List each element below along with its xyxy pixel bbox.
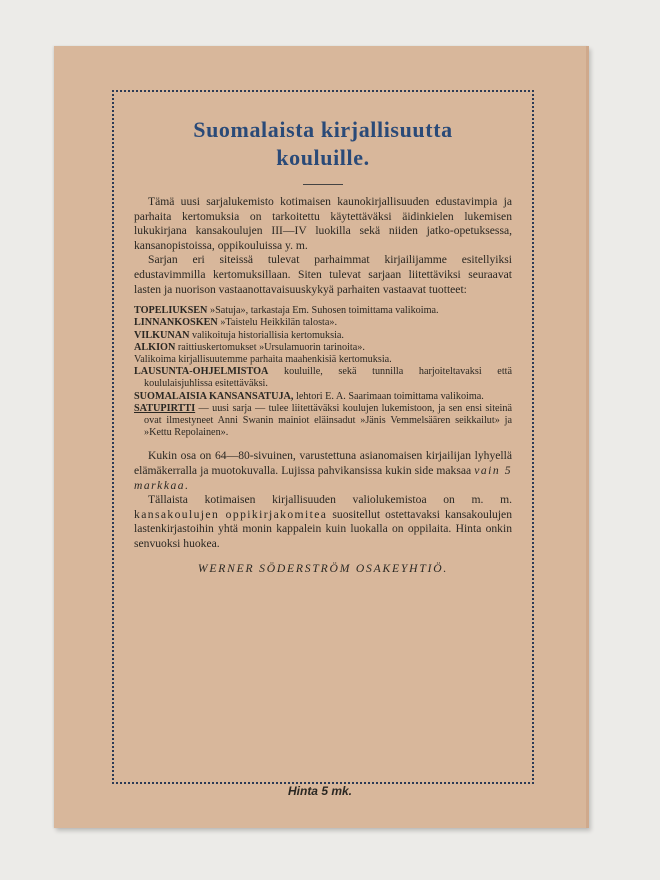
entry-name: VILKUNAN xyxy=(134,329,190,341)
entry-text: valikoituja historiallisia kertomuksia. xyxy=(192,329,344,341)
entry-text: »Taistelu Heikkilän talosta». xyxy=(220,317,338,329)
catalog-entry-linnankoski xyxy=(134,317,512,329)
catalog-entry-vilkuna xyxy=(134,330,512,342)
catalog-list xyxy=(134,305,512,439)
entry-name: LINNANKOSKEN xyxy=(134,317,218,329)
catalog-entry-satupirtti xyxy=(134,403,512,440)
title-line-2: kouluille. xyxy=(276,145,370,170)
intro-paragraph-1: Tämä uusi sarjalukemisto kotimaisen kaunokirjallisuuden edustavimpia ja parhaita kertomuksia on tarkoitettu käytettäväksi äidinkielen lukemisen lukukirjana kansakoulujen III—IV luokilla sekä niiden jatko-opetuksessa, kansanopistoissa, oppikouluissa y. m. xyxy=(134,195,512,252)
catalog-entry-alkio xyxy=(134,342,512,354)
entry-name: LAUSUNTA-OHJELMISTOA xyxy=(134,366,269,378)
booklet-cover xyxy=(54,46,589,828)
entry-text: »Satuja», tarkastaja Em. Suhosen toimittama valikoima. xyxy=(209,305,439,317)
dotted-frame xyxy=(112,90,534,784)
advert-content xyxy=(134,116,512,576)
catalog-entry-valikoima xyxy=(134,354,512,366)
intro-paragraph-2: Sarjan eri siteissä tulevat parhaimmat kirjailijamme esitellyiksi edustavimmilla kertomuksillaan. Siten tulevat sarjaan liitettäviksi seuraavat lasten ja nuorison vastaanottavaisuuskykyä parhaiten vastaavat tuotteet: xyxy=(134,253,512,296)
entry-name: SATUPIRTTI xyxy=(134,402,196,414)
closing-text: Tällaista kotimaisen kirjallisuuden valiolukemistoa on m. m. xyxy=(148,493,512,507)
entry-text: lehtori E. A. Saarimaan toimittama valikoima. xyxy=(296,390,484,402)
catalog-entry-lausunta xyxy=(134,366,512,390)
entry-name: TOPELIUKSEN xyxy=(134,305,208,317)
closing-price-emphasis: vain 5 markkaa. xyxy=(134,463,513,492)
catalog-entry-topelius xyxy=(134,305,512,317)
entry-text: — uusi sarja — tulee liitettäväksi koulujen lukemistoon, ja sen ensi siteinä ovat ilmestyneet Anni Swanin mainiot eläinsadut »Jänis Vemmelsäären seikkailut» ja »Kettu Repolainen». xyxy=(144,402,513,439)
closing-paragraph-1 xyxy=(134,449,512,493)
closing-text: Kukin osa on 64—80-sivuinen, varustettuna asianomaisen kirjailijan lyhyellä elämäkerralla ja muotokuvalla. Lujissa pahvikansissa kukin side maksaa xyxy=(134,449,512,477)
page-title xyxy=(134,116,512,172)
closing-paragraph-2 xyxy=(134,493,512,551)
entry-text: raittiuskertomukset »Ursulamuorin tarinoita». xyxy=(177,341,365,353)
entry-name: SUOMALAISIA KANSANSATUJA, xyxy=(134,390,294,402)
title-divider xyxy=(303,184,343,185)
price-label: Hinta 5 mk. xyxy=(287,784,353,798)
entry-name: ALKION xyxy=(134,341,176,353)
entry-text: kouluille, sekä tunnilla harjoiteltavaksi että koululaisjuhlissa esitettäväksi. xyxy=(144,366,513,390)
closing-text: suositellut ostettavaksi kansakoulujen lastenkirjastoihin yhtä monin kappalein kuin luokalla on oppilaita. Hinta onkin senvuoksi huokea. xyxy=(134,507,512,550)
title-line-1: Suomalaista kirjallisuutta xyxy=(193,117,453,142)
closing-committee: kansakoulujen oppikirjakomitea xyxy=(134,507,328,521)
entry-text: Valikoima kirjallisuutemme parhaita maahenkisiä kertomuksia. xyxy=(134,353,392,365)
catalog-entry-kansansatuja xyxy=(134,391,512,403)
publisher-name: WERNER SÖDERSTRÖM OSAKEYHTIÖ. xyxy=(197,561,449,575)
